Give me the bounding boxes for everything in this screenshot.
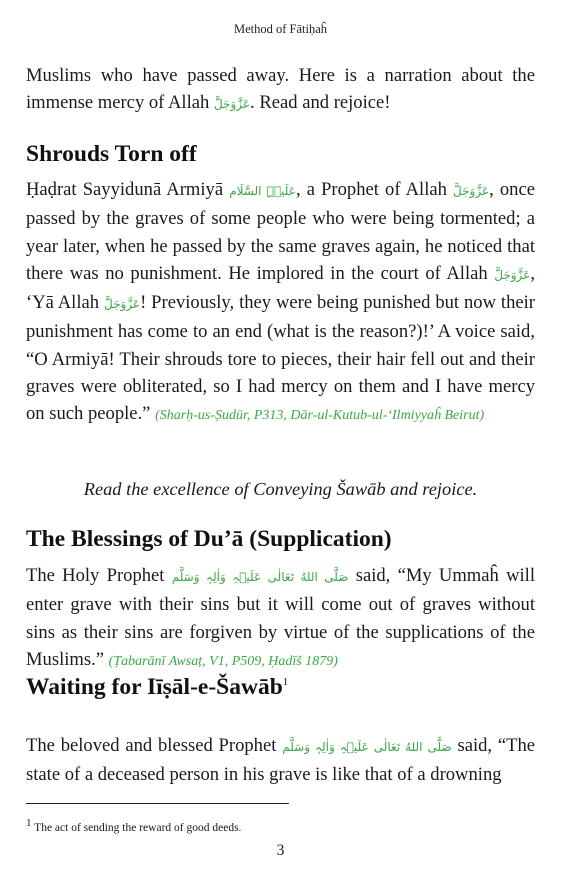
reference-citation: (Sharḥ-us-Ṣudūr, P313, Dār-ul-Kutub-ul-‘Ilmiyyaĥ Beirut): [155, 408, 485, 424]
shrouds-paragraph: Ḥaḍrat Sayyidunā Armiyā عَلَیۡہِ السَّلَام, a Prophet of Allah عَزَّوَجَلَّ, once passed by the graves of some people who were being tormented; a year later, when he passed by the same graves again, he noticed that there was no punishment. He implored in the court of Allah عَزَّوَجَلَّ, ‘Yā Allah عَزَّوَجَلَّ! Previously, they were being punished but now their punishment has come to an end (what is the reason?)!’ A voice said, “O Armiyā! Their shrouds tore to pieces, their hair fell out and their graves were obliterated, so I had mercy on them and I have mercy on such people.” (Sharḥ-us-Ṣudūr, P313, Dār-ul-Kutub-ul-‘Ilmiyyaĥ Beirut): [26, 179, 535, 425]
arabic-honorific: صَلَّی اللهُ تَعَالٰی عَلَیۡہِ وَاٰلِہٖ وَسَلَّم: [282, 740, 452, 754]
centered-italic-line: Read the excellence of Conveying Šawāb and rejoice.: [83, 479, 478, 499]
blessings-paragraph: The Holy Prophet صَلَّی اللهُ تَعَالٰی عَلَیۡہِ وَاٰلِہٖ وَسَلَّم said, “My Ummaĥ will enter grave with their sins but it will come out of graves without sins as their sins are forgiven by virtue of the supplications of the Muslims.” (Ṭabarānī Awsaṭ, V1, P509, Ḥadīš 1879): [26, 565, 535, 670]
section-heading-shrouds: Shrouds Torn off: [26, 141, 197, 167]
arabic-honorific: صَلَّی اللهُ تَعَالٰی عَلَیۡہِ وَاٰلِہٖ وَسَلَّم: [171, 570, 349, 584]
page-number: 3: [276, 842, 285, 859]
arabic-honorific: عَزَّوَجَلَّ: [103, 297, 141, 312]
arabic-honorific: عَزَّوَجَلَّ: [213, 97, 251, 112]
waiting-paragraph: The beloved and blessed Prophet صَلَّی اللهُ تَعَالٰی عَلَیۡہِ وَاٰلِہٖ وَسَلَّم said, “The state of a deceased person in his grave is like that of a drowning: [26, 735, 536, 786]
footnote-marker: 1: [282, 676, 289, 688]
arabic-honorific: عَزَّوَجَلَّ: [453, 184, 490, 198]
intro-paragraph: Muslims who have passed away. Here is a narration about the immense mercy of Allah عَزَّوَجَلَّ. Read and rejoice!: [26, 65, 535, 114]
reference-citation: (Ṭabarānī Awsaṭ, V1, P509, Ḥadīš 1879): [108, 653, 338, 669]
section-heading-blessings: The Blessings of Du’ā (Supplication): [26, 526, 392, 552]
arabic-honorific: عَزَّوَجَلَّ: [494, 267, 531, 282]
footnote-divider: [26, 803, 289, 804]
arabic-honorific: عَلَیۡہِ السَّلَام: [229, 184, 296, 198]
running-header: Method of Fātiḥaĥ: [233, 22, 328, 36]
section-heading-waiting: Waiting for Iīṣāl-e-Šawāb$^1$: [26, 673, 289, 700]
footnote: $^1$ The act of sending the reward of good deeds.: [26, 817, 242, 834]
